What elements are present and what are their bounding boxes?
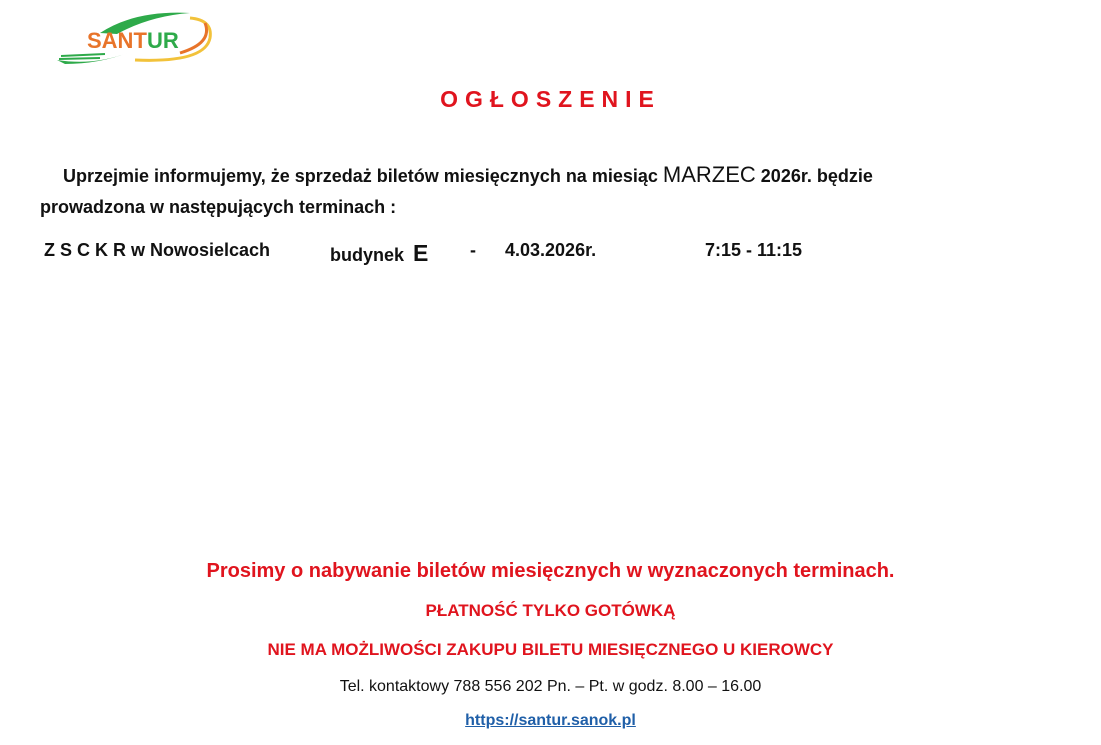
notice-no-driver-sales: NIE MA MOŻLIWOŚCI ZAKUPU BILETU MIESIĘCZNEGO U KIEROWCY: [267, 640, 834, 659]
intro-line-1: [63, 162, 873, 188]
intro-year: 2026r. będzie: [760, 166, 873, 186]
svg-text:SANT: SANT: [87, 28, 147, 53]
website-link-container: [0, 712, 1101, 730]
intro-line-2: prowadzona w następujących terminach :: [40, 197, 397, 217]
website-link[interactable]: https://santur.sanok.pl: [465, 712, 636, 729]
contact-info: Tel. kontaktowy 788 556 202 Pn. – Pt. w godz. 8.00 – 16.00: [339, 678, 762, 695]
notice-buy-on-time: Prosimy o nabywanie biletów miesięcznych w wyznaczonych terminach.: [206, 560, 895, 582]
announcement-title: OGŁOSZENIE: [440, 86, 661, 112]
building-label: budynek: [330, 245, 405, 265]
svg-text:UR: UR: [147, 28, 179, 53]
schedule-dash: -: [470, 240, 476, 260]
notice-cash-only: PŁATNOŚĆ TYLKO GOTÓWKĄ: [425, 601, 676, 620]
building-letter: E: [413, 240, 429, 266]
schedule-building: [330, 240, 428, 267]
schedule-place: Z S C K R w Nowosielcach: [44, 240, 271, 260]
schedule-time: 7:15 - 11:15: [705, 240, 803, 260]
schedule-date: 4.03.2026r.: [505, 240, 597, 260]
intro-text: Uprzejmie informujemy, że sprzedaż biletów miesięcznych na miesiąc: [63, 166, 658, 186]
santur-logo: [55, 8, 220, 70]
month: MARZEC: [662, 162, 756, 187]
